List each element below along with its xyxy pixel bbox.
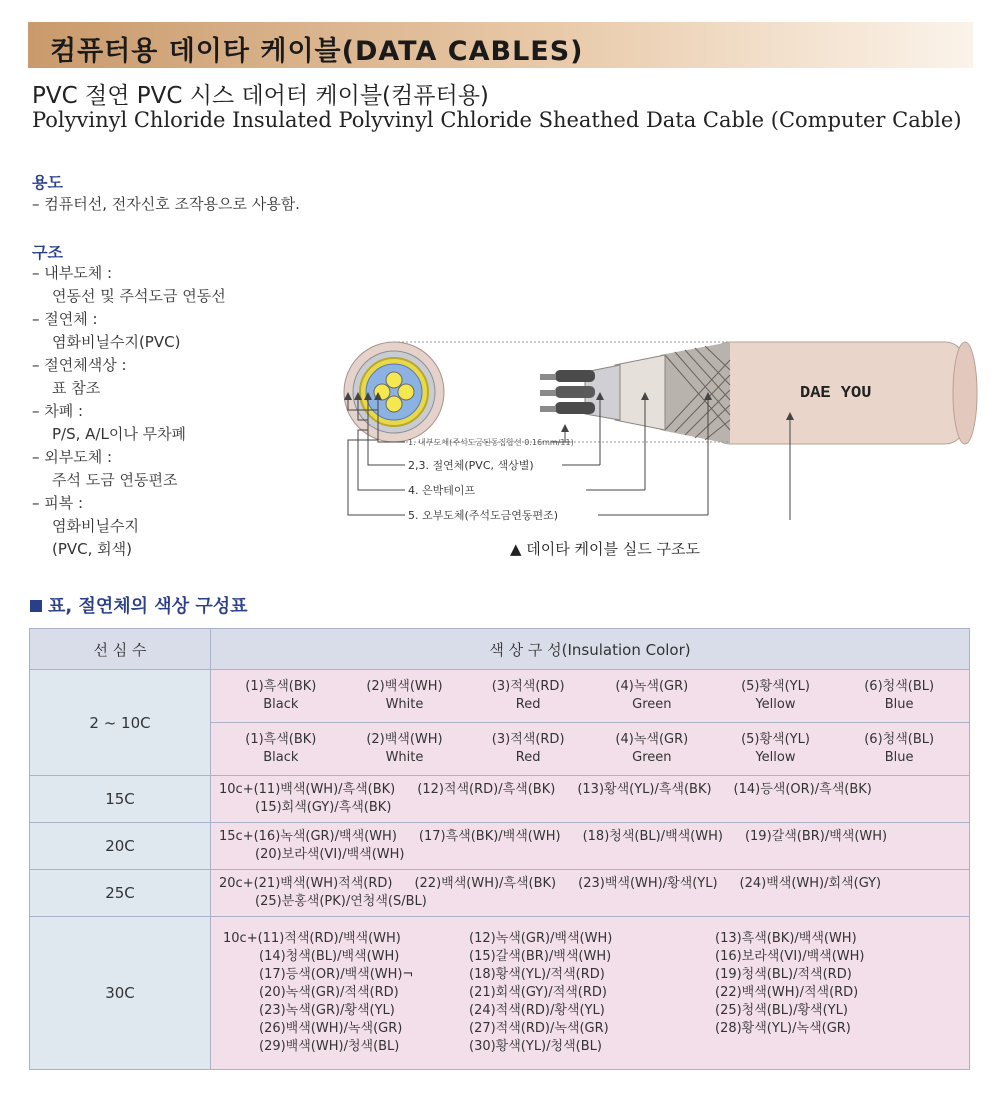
structure-line: – 피복 : [32, 494, 84, 512]
label-outer-conductor: 5. 오부도체(주석도금연동편조) [408, 509, 559, 522]
table-row [30, 823, 970, 870]
banner-title: 컴퓨터용 데이타 케이블(DATA CABLES) [50, 36, 584, 67]
color-pair-item: (20)녹색(GR)/적색(RD) [259, 985, 399, 1000]
color-pair-item: (18)황색(YL)/적색(RD) [469, 967, 605, 982]
color-pair-item: (12)녹색(GR)/백색(WH) [469, 931, 613, 946]
structure-line: – 내부도체 : [32, 264, 113, 282]
cable-brand-print: DAE YOU [800, 384, 872, 403]
structure-heading: 구조 [32, 243, 63, 262]
structure-line: (PVC, 회색) [52, 540, 133, 558]
color-pair-item: (21)회색(GY)/적색(RD) [469, 985, 607, 1000]
label-foil-tape: 4. 은박테이프 [408, 484, 476, 497]
structure-line: P/S, A/L이나 무차폐 [52, 425, 187, 443]
row-label-20c: 20C [30, 823, 211, 870]
color-pair-item: (22)백색(WH)/적색(RD) [715, 985, 859, 1000]
color-pair-item: (19)청색(BL)/적색(RD) [715, 967, 852, 982]
color-pair-item: (26)백색(WH)/녹색(GR) [259, 1021, 403, 1036]
table-row [30, 917, 970, 1070]
structure-line: 표 참조 [52, 379, 101, 397]
color-pair-item: (30)황색(YL)/청색(BL) [469, 1039, 602, 1054]
colors-25c: 20c+(21)백색(WH)적색(RD) (22)백색(WH)/흑색(BK) (23)백색(WH)/황색(YL) (24)백색(WH)/회색(GY) (25)분홍색(PK)/연청색(S/BL) [211, 870, 970, 917]
structure-line: 염화비닐수지(PVC) [52, 333, 181, 351]
color-pair-item [715, 1038, 961, 1056]
diagram-caption: ▲ 데이타 케이블 실드 구조도 [510, 540, 700, 558]
label-inner-conductor: 1. 내부도체(주석도금된동집합선 0.16mm/11) [408, 438, 574, 447]
table-header-row [30, 629, 970, 670]
colors-20c: 15c+(16)녹색(GR)/백색(WH) (17)흑색(BK)/백색(WH) (18)청색(BL)/백색(WH) (19)갈색(BR)/백색(WH) (20)보라색(VI)/백색(WH) [211, 823, 970, 870]
color-pair-item: (14)청색(BL)/백색(WH) [259, 949, 400, 964]
color-pair-item: (25)청색(BL)/황색(YL) [715, 1003, 848, 1018]
color-pair-item: (29)백색(WH)/청색(BL) [259, 1039, 400, 1054]
structure-line: – 외부도체 : [32, 448, 113, 466]
title-banner [28, 22, 973, 68]
table-row [30, 870, 970, 917]
structure-line: 염화비닐수지 [52, 517, 139, 535]
subtitle-korean: PVC 절연 PVC 시스 데어터 케이블(컴퓨터용) [32, 83, 489, 109]
basic-colors-row: (1)흑색(BK) (2)백색(WH) (3)적색(RD) (4)녹색(GR) (5)황색(YL) (6)청색(BL) Black White Red Green Yellow Blue [211, 723, 970, 776]
row-label-15c: 15C [30, 776, 211, 823]
cable-cross-section [344, 342, 444, 442]
label-insulation: 2,3. 절연체(PVC, 색상별) [408, 459, 534, 472]
color-pair-item: 10c+(11)적색(RD)/백색(WH) [223, 931, 401, 946]
table-row [30, 776, 970, 823]
structure-line: – 절연체 : [32, 310, 98, 328]
row-label-30c: 30C [30, 917, 211, 1070]
structure-line: – 절연체색상 : [32, 356, 127, 374]
color-pair-item: (17)등색(OR)/백색(WH)¬ [259, 967, 414, 982]
usage-text: – 컴퓨터선, 전자신호 조작용으로 사용함. [32, 195, 300, 213]
color-pair-item: (13)흑색(BK)/백색(WH) [715, 931, 857, 946]
color-pair-item: (16)보라색(VI)/백색(WH) [715, 949, 865, 964]
cable-structure-diagram [330, 320, 980, 560]
color-pair-item: (24)적색(RD)/황색(YL) [469, 1003, 605, 1018]
colors-15c: 10c+(11)백색(WH)/흑색(BK) (12)적색(RD)/흑색(BK) (13)황색(YL)/흑색(BK) (14)등색(OR)/흑색(BK) (15)회색(GY)/흑색(BK) [211, 776, 970, 823]
cable-side-view [540, 342, 977, 444]
color-pair-item: (27)적색(RD)/녹색(GR) [469, 1021, 609, 1036]
basic-colors-row: (1)흑색(BK) (2)백색(WH) (3)적색(RD) (4)녹색(GR) (5)황색(YL) (6)청색(BL) Black White Red Green Yellow Blue [211, 670, 970, 723]
colors-30c [211, 917, 970, 1070]
color-pair-item: (23)녹색(GR)/황색(YL) [259, 1003, 395, 1018]
square-bullet-icon [30, 600, 42, 612]
subtitle-english: Polyvinyl Chloride Insulated Polyvinyl Chloride Sheathed Data Cable (Computer Cable) [32, 108, 962, 132]
color-pair-item: (28)황색(YL)/녹색(GR) [715, 1021, 851, 1036]
row-label-25c: 25C [30, 870, 211, 917]
table-title: 표, 절연체의 색상 구성표 [30, 592, 248, 618]
header-core-count: 선 심 수 [30, 629, 211, 670]
structure-line: 주석 도금 연동편조 [52, 471, 178, 489]
color-pair-item: (15)갈색(BR)/백색(WH) [469, 949, 612, 964]
table-row [30, 670, 970, 723]
structure-line: 연동선 및 주석도금 연동선 [52, 287, 226, 305]
color-table [29, 628, 970, 1070]
row-label-2-10c: 2 ~ 10C [30, 670, 211, 776]
structure-line: – 차폐 : [32, 402, 84, 420]
usage-heading: 용도 [32, 173, 63, 192]
header-insulation-color: 색 상 구 성(Insulation Color) [211, 629, 970, 670]
